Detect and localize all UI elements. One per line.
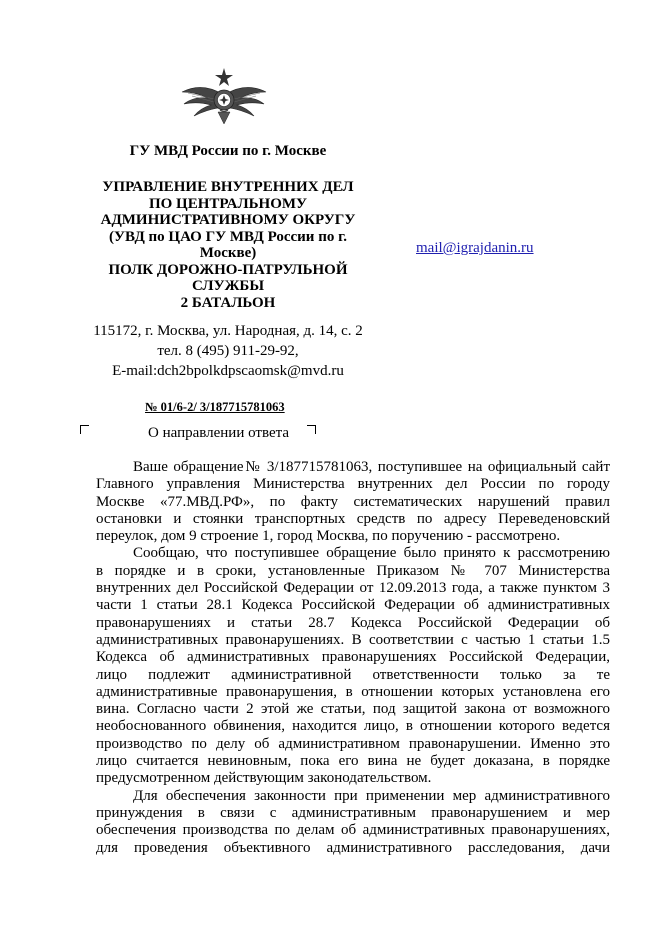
department-line: (УВД по ЦАО ГУ МВД России по г.: [109, 228, 347, 245]
text-line: переулок, дом 9 строение 1, город Москва, по поручению - рассмотрено.: [96, 528, 561, 545]
text-line: лицо считается невиновным, пока его вина не будет доказана, в порядке: [96, 753, 610, 770]
department-line: АДМИНИСТРАТИВНОМУ ОКРУГУ: [100, 212, 356, 228]
text-line: Сообщаю, что поступившее обращение было принято к рассмотрению: [133, 545, 610, 562]
paragraph: [96, 545, 610, 787]
address-block: [80, 321, 376, 381]
mvd-emblem-icon: [178, 66, 270, 126]
text-line: принуждения в связи с административным правонарушением и мер: [96, 804, 610, 821]
department-line: УПРАВЛЕНИЕ ВНУТРЕННИХ ДЕЛ: [102, 179, 354, 195]
paragraph: [96, 788, 610, 857]
department-block: [80, 179, 376, 311]
bracket-left-icon: [80, 425, 89, 434]
department-line: ПОЛК ДОРОЖНО-ПАТРУЛЬНОЙ: [108, 261, 348, 278]
text-line: вина. Согласно части 2 этой же статьи, под защитой закона от возможного: [96, 701, 610, 718]
text-line: производство по делу об административном правонарушении. Именно это: [96, 735, 610, 752]
text-line: Москве «77.МВД.РФ», по факту систематических нарушений правил: [96, 493, 610, 510]
email-line: E-mail:dch2bpolkdpscaomsk@mvd.ru: [112, 363, 344, 379]
text-line: Главного управления Министерства внутренних дел России по городу: [96, 476, 610, 493]
text-line: правонарушениях и статьи 28.7 Кодекса Российской Федерации об: [96, 614, 610, 631]
text-line: административные правонарушения, в отношении которых установлена его: [96, 683, 610, 700]
department-line: ПО ЦЕНТРАЛЬНОМУ: [148, 195, 308, 212]
text-line: в порядке и в сроки, установленные Приказом № 707 Министерства: [96, 562, 610, 579]
text-line: остановки и стоянки транспортных средств по адресу Переведеновский: [96, 510, 610, 527]
document-number: № 01/6-2/ 3/187715781063: [145, 400, 285, 414]
document-subject: О направлении ответа: [148, 425, 290, 441]
text-line: Для обеспечения законности при применении мер административного: [133, 787, 610, 804]
paragraph: [96, 459, 610, 545]
bracket-right-icon: [307, 425, 316, 434]
recipient-email-link[interactable]: mail@igrajdanin.ru: [416, 240, 534, 256]
text-line: Кодекса об административных правонарушениях Российской Федерации,: [96, 649, 610, 666]
address-line: 115172, г. Москва, ул. Народная, д. 14, с. 2: [93, 323, 363, 339]
text-line: обеспечения производства по делам об административных правонарушениях,: [96, 822, 610, 839]
letter-body: [96, 459, 610, 857]
text-line: предусмотренном действующим законодательством.: [96, 770, 432, 787]
organization-title: ГУ МВД России по г. Москве: [129, 143, 327, 159]
phone-line: тел. 8 (495) 911-29-92,: [157, 343, 299, 359]
text-line: административных правонарушениях. В соответствии с частью 1 статьи 1.5: [96, 631, 610, 648]
department-line: Москве): [199, 245, 257, 261]
department-line: 2 БАТАЛЬОН: [180, 294, 276, 311]
text-line: лицо подлежит административной ответственности только за те: [96, 666, 610, 683]
text-line: для проведения объективного административного расследования, дачи: [96, 839, 610, 856]
department-line: СЛУЖБЫ: [191, 278, 265, 294]
text-line: части 1 статьи 28.1 Кодекса Российской Федерации об административных: [96, 597, 610, 614]
text-line: Ваше обращение№ 3/187715781063, поступившее на официальный сайт: [133, 459, 610, 475]
text-line: необоснованного обвинения, находится лицо, в отношении которого ведется: [96, 718, 610, 735]
text-line: внутренних дел Российской Федерации от 12.09.2013 года, а также пунктом 3: [96, 580, 610, 597]
